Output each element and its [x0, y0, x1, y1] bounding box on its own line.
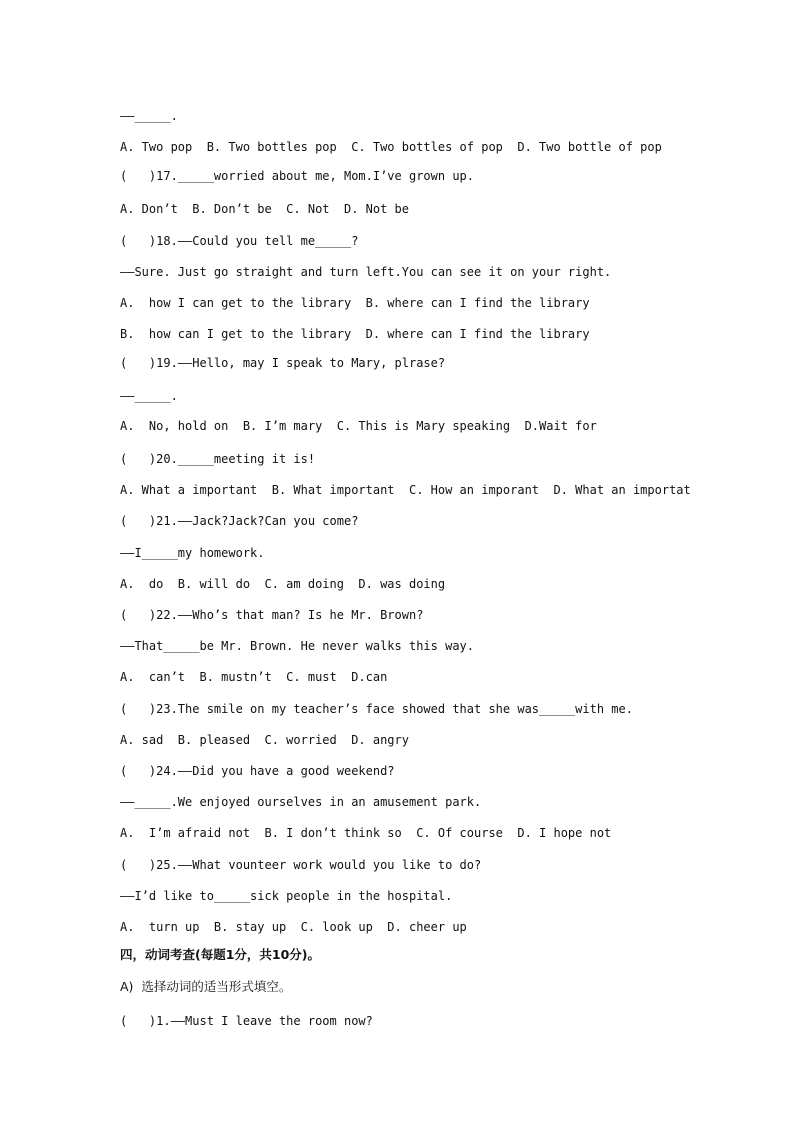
options-q18-b: B. how can I get to the library D. where can I find the library	[120, 327, 590, 341]
question-24: ( )24.——Did you have a good weekend?	[120, 764, 395, 778]
dialog-line-q25: ——I’d like to_____sick people in the hospital.	[120, 889, 453, 903]
question-23: ( )23.The smile on my teacher’s face showed that she was_____with me.	[120, 702, 633, 716]
options-q24: A. I’m afraid not B. I don’t think so C. Of course D. I hope not	[120, 826, 612, 840]
question-25: ( )25.——What vounteer work would you like to do?	[120, 858, 482, 872]
question-21: ( )21.——Jack?Jack?Can you come?	[120, 514, 359, 528]
options-q22: A. can’t B. mustn’t C. must D.can	[120, 670, 388, 684]
dialog-line-q19: ——_____.	[120, 389, 178, 403]
answer-blank-line: ——_____.	[120, 109, 178, 123]
question-19: ( )19.——Hello, may I speak to Mary, plrase?	[120, 356, 446, 370]
options-q19: A. No, hold on B. I’m mary C. This is Mary speaking D.Wait for	[120, 419, 597, 433]
dialog-line-q24: ——_____.We enjoyed ourselves in an amusement park.	[120, 795, 482, 809]
options-q16: A. Two pop B. Two bottles pop C. Two bottles of pop D. Two bottle of pop	[120, 140, 662, 154]
dialog-line-q18: ——Sure. Just go straight and turn left.You can see it on your right.	[120, 265, 612, 279]
question-17: ( )17._____worried about me, Mom.I’ve grown up.	[120, 169, 475, 183]
subsection-instruction: A) 选择动词的适当形式填空。	[120, 979, 292, 994]
options-q21: A. do B. will do C. am doing D. was doing	[120, 577, 446, 591]
options-q20: A. What a important B. What important C. How an imporant D. What an importat	[120, 483, 691, 497]
dialog-line-q22: ——That_____be Mr. Brown. He never walks this way.	[120, 639, 475, 653]
question-20: ( )20._____meeting it is!	[120, 452, 316, 466]
options-q18-a: A. how I can get to the library B. where can I find the library	[120, 296, 590, 310]
dialog-line-q21: ——I_____my homework.	[120, 546, 265, 560]
options-q25: A. turn up B. stay up C. look up D. cheer up	[120, 920, 467, 934]
question-1: ( )1.——Must I leave the room now?	[120, 1014, 373, 1028]
options-q23: A. sad B. pleased C. worried D. angry	[120, 733, 409, 747]
question-18: ( )18.——Could you tell me_____?	[120, 234, 359, 248]
section-heading-verbs: 四，动词考查(每题1分，共10分)。	[120, 947, 321, 962]
question-22: ( )22.——Who’s that man? Is he Mr. Brown?	[120, 608, 424, 622]
options-q17: A. Don’t B. Don’t be C. Not D. Not be	[120, 202, 409, 216]
